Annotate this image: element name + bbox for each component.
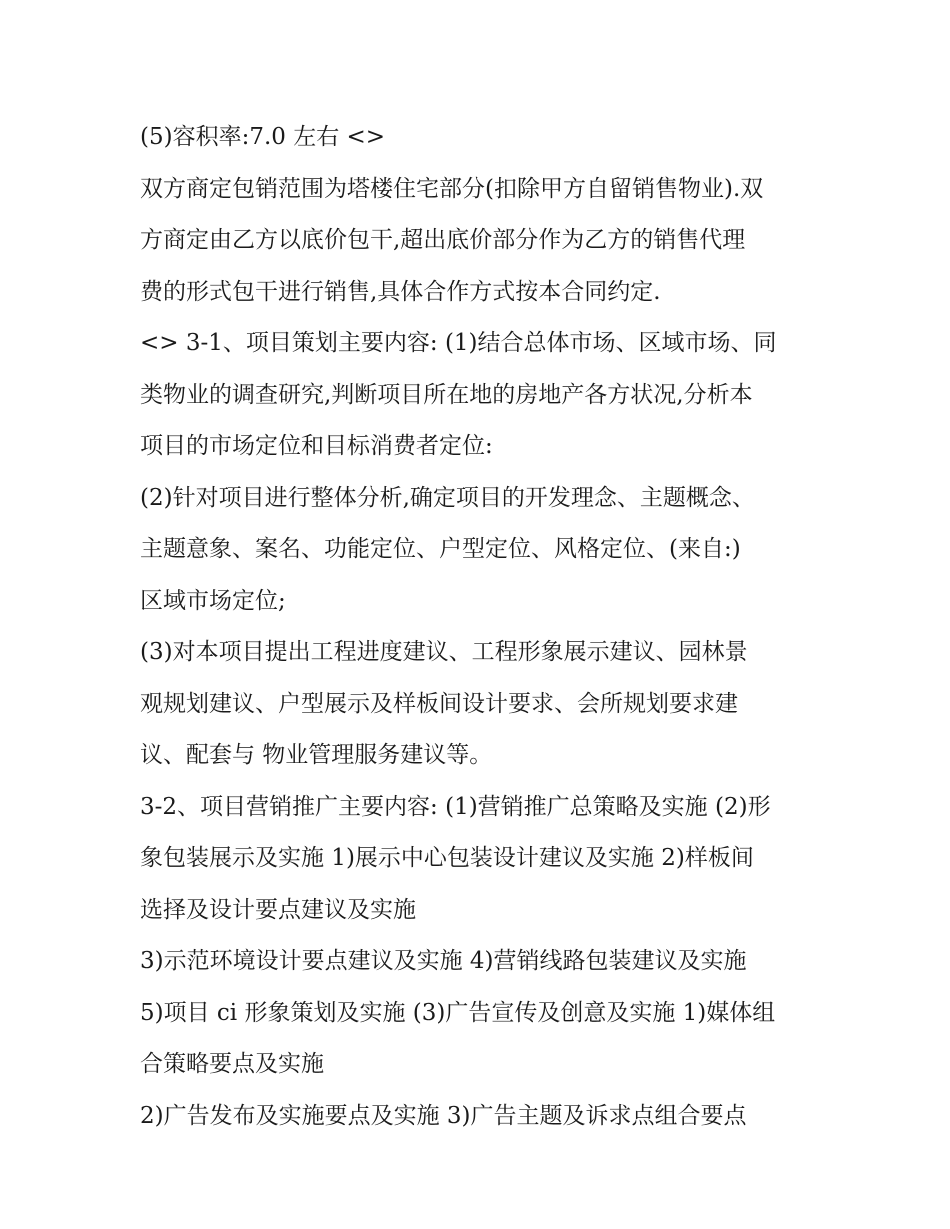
text-line: (2)针对项目进行整体分析,确定项目的开发理念、主题概念、	[140, 484, 755, 511]
text-line: 方商定由乙方以底价包干,超出底价部分作为乙方的销售代理	[140, 227, 746, 253]
text-line: (5)容积率:7.0 左右 <>	[140, 124, 386, 150]
text-line: 象包装展示及实施 1)展示中心包装设计建议及实施 2)样板间	[140, 845, 754, 871]
text-line: 议、配套与 物业管理服务建议等。	[140, 742, 493, 768]
text-line: 合策略要点及实施	[140, 1051, 324, 1077]
text-line: 观规划建议、户型展示及样板间设计要求、会所规划要求建	[140, 690, 738, 717]
text-line: 费的形式包干进行销售,具体合作方式按本合同约定.	[140, 278, 661, 305]
text-line: <> 3-1、项目策划主要内容: (1)结合总体市场、区域市场、同	[140, 330, 777, 356]
document-body	[140, 112, 820, 1142]
text-line: 2)广告发布及实施要点及实施 3)广告主题及诉求点组合要点	[140, 1102, 747, 1129]
text-line: 5)项目 ci 形象策划及实施 (3)广告宣传及创意及实施 1)媒体组	[140, 999, 776, 1026]
text-line: 选择及设计要点建议及实施	[140, 896, 416, 923]
text-line: 类物业的调查研究,判断项目所在地的房地产各方状况,分析本	[140, 381, 753, 408]
text-line: 主题意象、案名、功能定位、户型定位、风格定位、(来自:)	[140, 536, 741, 562]
text-line: 3)示范环境设计要点建议及实施 4)营销线路包装建议及实施	[140, 948, 747, 974]
text-line: 项目的市场定位和目标消费者定位:	[140, 433, 493, 459]
text-line: 双方商定包销范围为塔楼住宅部分(扣除甲方自留销售物业).双	[140, 175, 764, 202]
text-line: (3)对本项目提出工程进度建议、工程形象展示建议、园林景	[140, 639, 748, 665]
text-line: 区域市场定位;	[140, 587, 286, 614]
text-line: 3-2、项目营销推广主要内容: (1)营销推广总策略及实施 (2)形	[140, 793, 771, 820]
